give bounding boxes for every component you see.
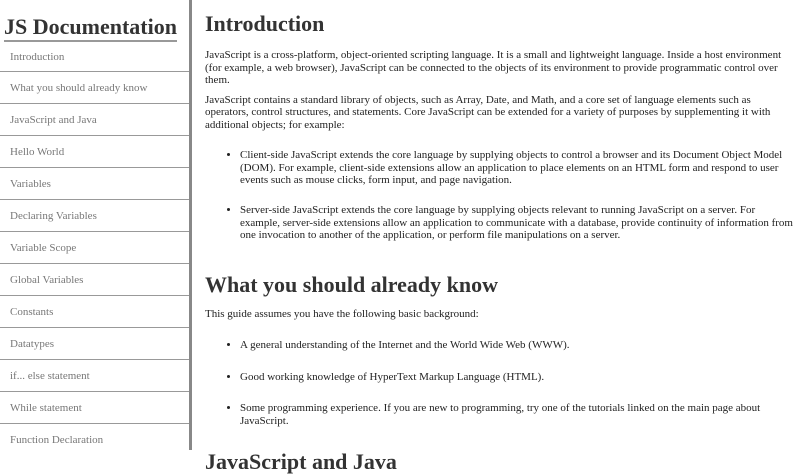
nav-link[interactable]: Hello World (0, 136, 189, 168)
section-introduction (205, 11, 795, 242)
list-item: • A general understanding of the Internet and the World Wide Web (WWW). (240, 339, 795, 352)
nav-link[interactable]: Function Declaration (0, 424, 189, 450)
nav-link[interactable]: While statement (0, 392, 189, 424)
navbar (0, 0, 192, 450)
nav-link[interactable]: Global Variables (0, 264, 189, 296)
main-doc (205, 0, 795, 475)
list-item: • Good working knowledge of HyperText Markup Language (HTML). (240, 371, 795, 384)
nav-link[interactable]: Variable Scope (0, 232, 189, 264)
nav-link[interactable]: Constants (0, 296, 189, 328)
list-item: • Server-side JavaScript extends the core language by supplying objects relevant to running JavaScript on a server. For example, server-side extensions allow an application to communicate with a database, provide continuity of information from one invocation to another of the application, or perform file manipulations on a server. (240, 204, 795, 242)
nav-link[interactable]: if... else statement (0, 360, 189, 392)
paragraph: JavaScript contains a standard library of objects, such as Array, Date, and Math, and a core set of language elements such as operators, control structures, and statements. Core JavaScript can be extended for a variety of purposes by supplementing it with additional objects; for example: (205, 93, 771, 131)
nav-link[interactable]: What you should already know (0, 72, 189, 104)
paragraph: This guide assumes you have the following basic background: (205, 308, 479, 320)
section-title: JavaScript and Java (205, 449, 397, 474)
nav-link[interactable]: Introduction (0, 42, 189, 72)
nav-link[interactable]: JavaScript and Java (0, 104, 189, 136)
nav-link[interactable]: Variables (0, 168, 189, 200)
nav-link[interactable]: Datatypes (0, 328, 189, 360)
section-title: Introduction (205, 11, 325, 36)
list-item: • Client-side JavaScript extends the core language by supplying objects to control a browser and its Document Object Model (DOM). For example, client-side extensions allow an application to place elements on an HTML form and respond to user events such as mouse clicks, form input, and page navigation. (240, 149, 795, 187)
list-item: • Some programming experience. If you are new to programming, try one of the tutorials linked on the main page about JavaScript. (240, 402, 795, 427)
nav-link[interactable]: Declaring Variables (0, 200, 189, 232)
section-what-you-should-already-know (205, 272, 795, 428)
paragraph: JavaScript is a cross-platform, object-oriented scripting language. It is a small and lightweight language. Inside a host environment (for example, a web browser), JavaScript can be connected to the objects of its environment to provide programmatic control over them. (205, 49, 782, 86)
section-javascript-and-java (205, 449, 795, 475)
nav-list (0, 42, 189, 450)
section-title: What you should already know (205, 271, 499, 297)
nav-title: JS Documentation (4, 14, 177, 42)
